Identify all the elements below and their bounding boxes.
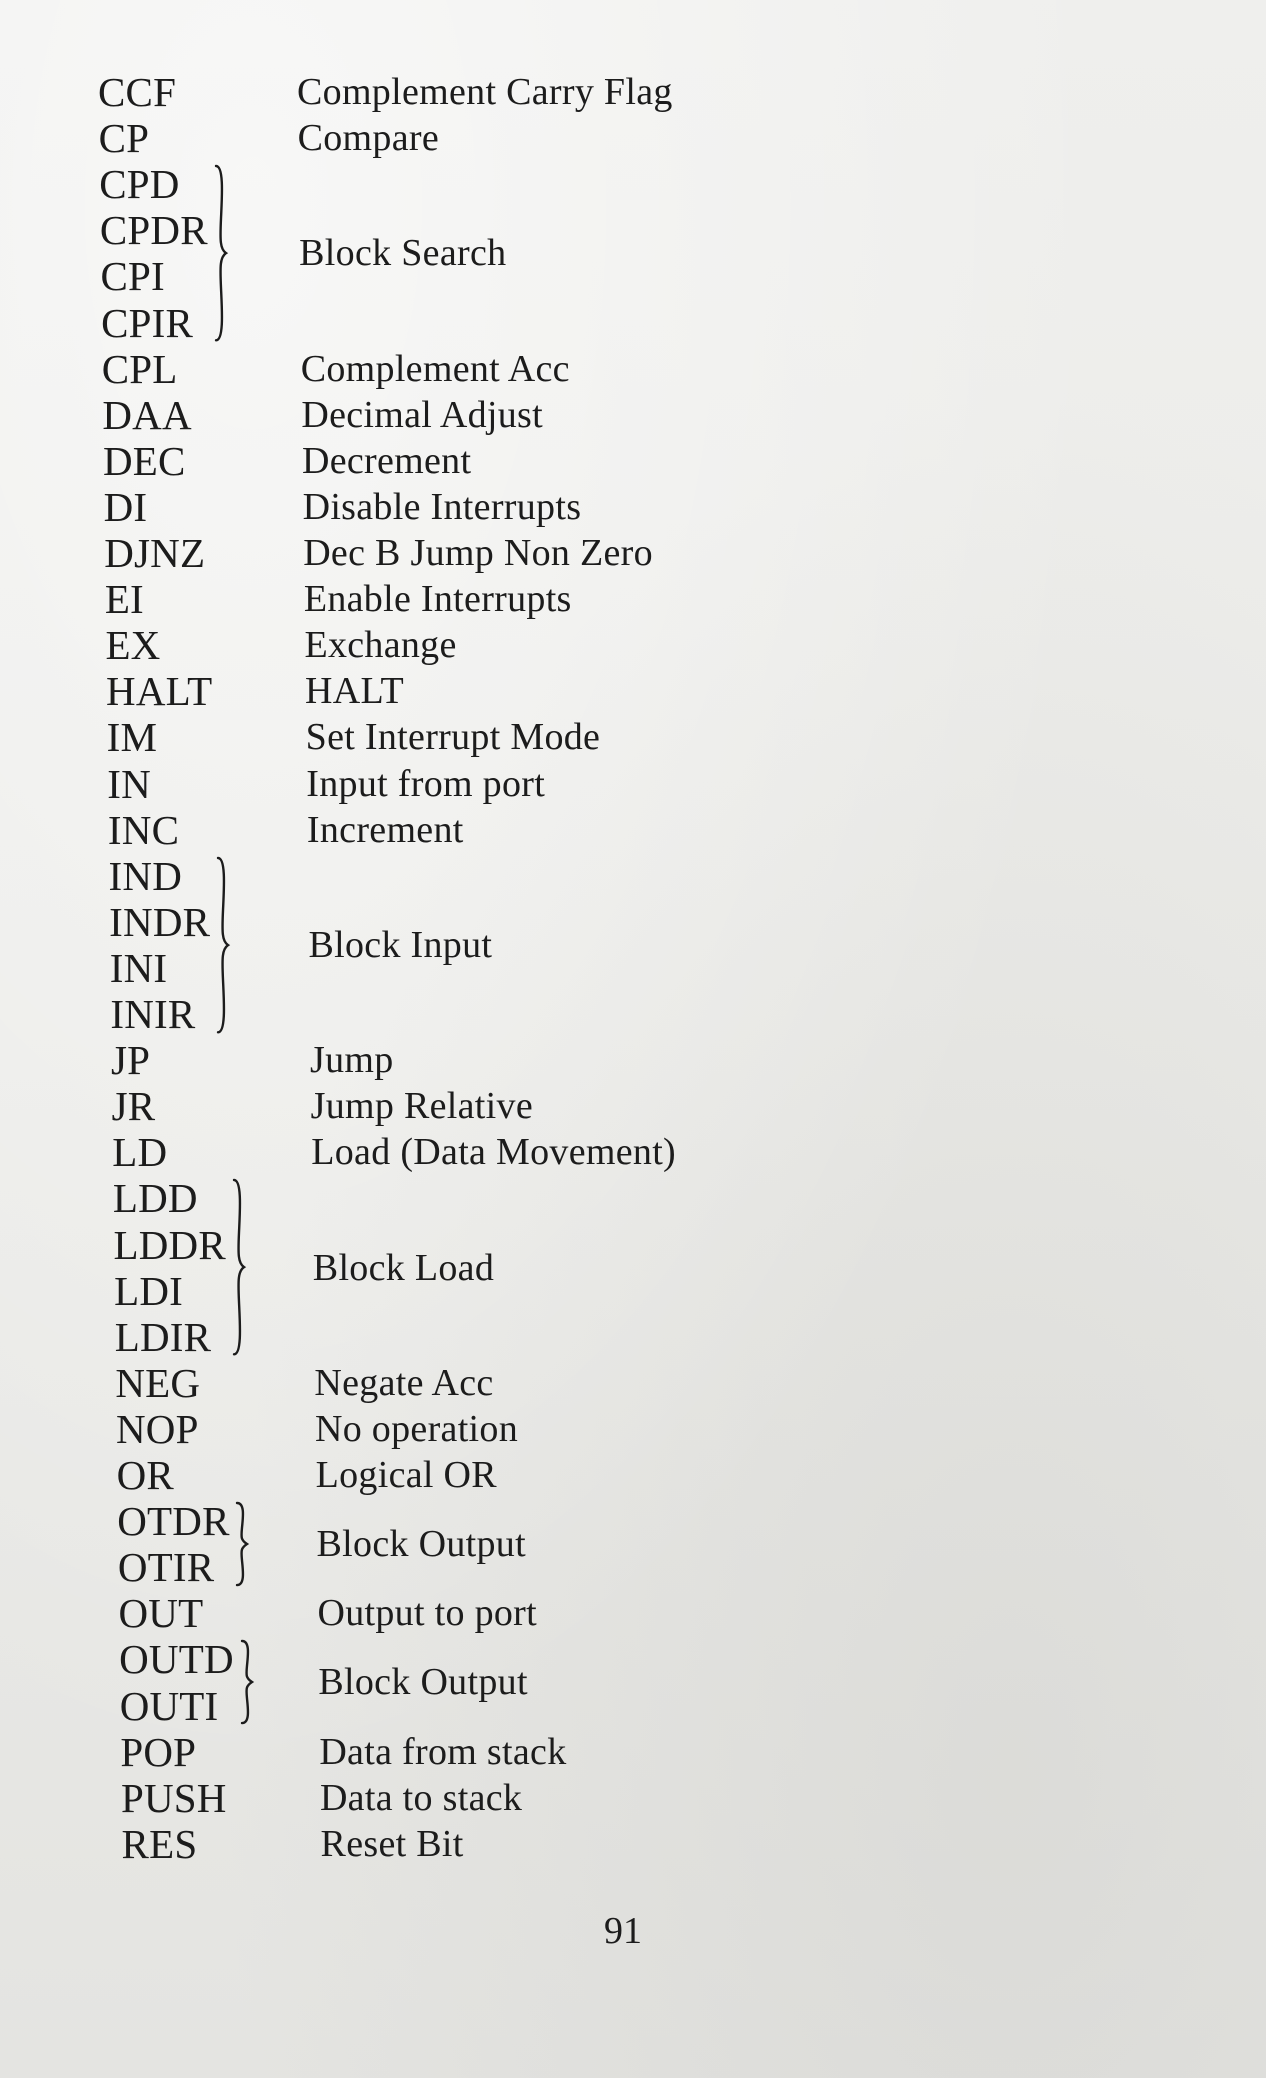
mnemonic: LD	[112, 1129, 168, 1176]
instruction-description: Disable Interrupts	[302, 485, 582, 528]
mnemonic: OUT	[118, 1590, 204, 1637]
instruction-description: Jump Relative	[310, 1085, 533, 1128]
instruction-description: Compare	[297, 117, 439, 160]
mnemonic: EI	[104, 576, 144, 623]
mnemonic: IM	[106, 714, 158, 761]
instruction-description: Decrement	[301, 439, 472, 482]
mnemonic: DEC	[102, 437, 186, 484]
instruction-description: Data from stack	[319, 1730, 567, 1773]
instruction-description: Input from port	[306, 762, 546, 805]
instruction-description: Complement Carry Flag	[297, 71, 673, 113]
grouping-brace	[230, 1180, 260, 1354]
instruction-description: Load (Data Movement)	[311, 1131, 677, 1174]
instruction-description: Complement Acc	[300, 347, 570, 390]
mnemonic: DAA	[102, 391, 192, 438]
instruction-description: Block Output	[318, 1661, 528, 1704]
instruction-description: Dec B Jump Non Zero	[303, 532, 653, 574]
instruction-description: Block Output	[316, 1523, 526, 1566]
instruction-description: Block Load	[312, 1246, 495, 1289]
mnemonic: LDI	[114, 1267, 184, 1314]
instruction-description: Output to port	[317, 1592, 537, 1635]
mnemonic: INDR	[109, 898, 211, 945]
mnemonic: CP	[98, 115, 150, 162]
instruction-description: Jump	[310, 1039, 394, 1082]
mnemonic: LDD	[112, 1175, 198, 1222]
mnemonic: OTIR	[117, 1544, 215, 1591]
mnemonic: OR	[116, 1452, 174, 1498]
mnemonic: CCF	[98, 69, 177, 115]
instruction-description: Decimal Adjust	[301, 393, 543, 436]
mnemonic: JR	[111, 1083, 156, 1130]
mnemonic: RES	[121, 1820, 198, 1867]
mnemonic: OTDR	[117, 1498, 230, 1545]
page-number: 91	[604, 1910, 642, 1952]
instruction-description: HALT	[305, 670, 405, 713]
mnemonic: CPI	[100, 253, 165, 300]
mnemonic: EX	[105, 622, 161, 669]
grouping-brace	[233, 1503, 263, 1585]
mnemonic: INC	[107, 806, 180, 853]
mnemonic: LDDR	[113, 1221, 226, 1268]
mnemonic: DJNZ	[104, 530, 206, 576]
instruction-description: Logical OR	[315, 1454, 497, 1496]
grouping-brace	[238, 1641, 268, 1723]
mnemonic: HALT	[106, 668, 213, 715]
instruction-description: Exchange	[304, 624, 457, 667]
grouping-brace	[212, 166, 242, 340]
mnemonic: PUSH	[120, 1774, 227, 1821]
mnemonic: DI	[103, 483, 148, 530]
mnemonic: CPDR	[99, 207, 208, 254]
instruction-description: Negate Acc	[314, 1361, 494, 1404]
grouping-brace	[214, 858, 244, 1032]
instruction-description: Reset Bit	[320, 1822, 464, 1865]
instruction-description: Enable Interrupts	[303, 578, 572, 621]
mnemonic: NEG	[115, 1359, 201, 1406]
mnemonic: CPIR	[101, 299, 194, 346]
mnemonic: IND	[108, 852, 183, 899]
instruction-description: Set Interrupt Mode	[305, 716, 601, 759]
instruction-description: Block Input	[308, 923, 493, 966]
mnemonic: LDIR	[114, 1313, 212, 1360]
mnemonic: IN	[107, 760, 151, 807]
mnemonic: INI	[109, 944, 168, 991]
mnemonic: OUTI	[119, 1682, 219, 1729]
instruction-description: Increment	[306, 808, 464, 851]
mnemonic: OUTD	[119, 1636, 234, 1683]
instruction-description: No operation	[314, 1407, 519, 1450]
mnemonic: INIR	[110, 991, 196, 1037]
mnemonic: POP	[120, 1728, 197, 1775]
mnemonic: CPD	[99, 161, 180, 208]
mnemonic: JP	[111, 1037, 151, 1084]
instruction-description: Data to stack	[319, 1776, 523, 1819]
mnemonic: CPL	[101, 345, 178, 392]
mnemonic: NOP	[115, 1405, 199, 1452]
instruction-description: Block Search	[299, 232, 507, 275]
